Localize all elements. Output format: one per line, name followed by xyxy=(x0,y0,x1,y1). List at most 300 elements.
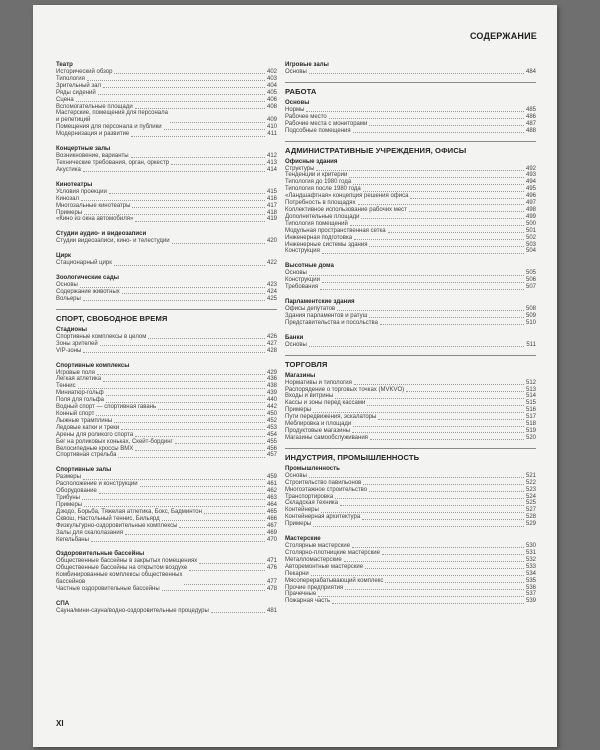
toc-entry xyxy=(56,376,277,383)
dot-leader xyxy=(179,527,265,528)
toc-entry xyxy=(285,428,536,435)
toc-entry xyxy=(56,432,277,439)
entry-title: Пути передвижения, эскалаторы xyxy=(285,414,377,421)
toc-entry xyxy=(56,124,277,131)
toc-entry xyxy=(285,221,536,228)
toc-entry xyxy=(285,214,536,221)
group-title: Банки xyxy=(285,333,304,341)
entry-title: Основы xyxy=(285,341,307,348)
entry-page-number: 442 xyxy=(266,404,277,411)
dot-leader xyxy=(345,589,524,590)
entry-page-number: 498 xyxy=(525,206,536,213)
section-heading: АДМИНИСТРАТИВНЫЕ УЧРЕЖДЕНИЯ, ОФИСЫ xyxy=(285,141,536,155)
toc-entry xyxy=(56,203,277,210)
dot-leader xyxy=(84,506,265,507)
entry-title: Кассы и зоны перед кассами xyxy=(285,400,366,407)
toc-entry xyxy=(56,282,277,289)
dot-leader xyxy=(358,204,524,205)
entry-title: Водный спорт — спортивная гавань xyxy=(56,404,157,411)
entry-title: Размеры xyxy=(56,474,81,481)
entry-title: Помещения для персонала и публики xyxy=(56,124,162,131)
toc-entry xyxy=(285,557,536,564)
dot-leader xyxy=(353,132,524,133)
entry-page-number: 410 xyxy=(266,124,277,131)
toc-entry xyxy=(56,260,277,267)
toc-entry xyxy=(56,481,277,488)
entry-page-number: 496 xyxy=(525,193,536,200)
dot-leader xyxy=(140,486,265,487)
dot-leader xyxy=(313,526,524,527)
toc-entry xyxy=(285,69,536,76)
dot-leader xyxy=(352,432,524,433)
entry-title: Примеры xyxy=(285,407,312,414)
entry-title: Кинозал xyxy=(56,195,80,202)
dot-leader xyxy=(353,426,524,427)
toc-entry xyxy=(56,104,277,111)
entry-page-number: 485 xyxy=(525,106,536,113)
entry-page-number: 533 xyxy=(525,563,536,570)
dot-leader xyxy=(382,554,524,555)
entry-title: Конструкции xyxy=(285,277,320,284)
toc-entry xyxy=(285,235,536,242)
entry-title: Коллективное использование рабочих мест xyxy=(285,206,407,213)
entry-title: Модульная пространственная сетка xyxy=(285,227,386,234)
toc-entry xyxy=(56,523,277,530)
group-title: СПА xyxy=(56,599,70,607)
dot-leader xyxy=(354,384,524,385)
entry-page-number: 521 xyxy=(525,472,536,479)
entry-title: Подсобные помещения xyxy=(285,127,351,134)
page-number: XI xyxy=(56,719,64,728)
dot-leader xyxy=(184,584,265,585)
entry-title: Студии видеозаписи, кино- и телестудии xyxy=(56,238,170,245)
dot-leader xyxy=(363,484,524,485)
entry-title: Теннис xyxy=(56,383,76,390)
dot-leader xyxy=(170,122,265,123)
entry-title: Расположение и конструкции xyxy=(56,481,138,488)
group-title: Мастерские xyxy=(285,535,321,543)
toc-entry xyxy=(56,76,277,83)
entry-page-number: 450 xyxy=(266,411,277,417)
dot-leader xyxy=(106,402,265,403)
dot-leader xyxy=(350,225,524,226)
toc-entry xyxy=(285,400,536,407)
dot-leader xyxy=(118,457,265,458)
entry-page-number: 426 xyxy=(266,333,277,340)
entry-page-number: 412 xyxy=(266,153,277,160)
toc-entry xyxy=(56,131,277,138)
dot-leader xyxy=(367,405,524,406)
dot-leader xyxy=(337,310,524,311)
toc-entry xyxy=(56,586,277,593)
group-title: Зоологические сады xyxy=(56,274,119,282)
dot-leader xyxy=(365,568,524,569)
dot-leader xyxy=(211,612,265,613)
dot-leader xyxy=(135,436,265,437)
entry-title: Типология до 1980 года xyxy=(285,179,352,186)
entry-title: Арены для роликого спорта xyxy=(56,431,134,438)
dot-leader xyxy=(318,596,524,597)
dot-leader xyxy=(335,498,524,499)
entry-page-number: 529 xyxy=(525,521,536,528)
entry-title: Строительство павильонов xyxy=(285,479,362,486)
entry-title: Типология помещений xyxy=(285,220,348,227)
entry-page-number: 467 xyxy=(266,522,277,529)
toc-entry xyxy=(285,306,536,313)
entry-page-number: 516 xyxy=(525,407,536,414)
entry-page-number: 461 xyxy=(266,481,277,488)
entry-title: «Кино из окна автомобиля» xyxy=(56,216,134,223)
dot-leader xyxy=(354,239,524,240)
entry-title: Пекарни xyxy=(285,570,309,577)
entry-page-number: 418 xyxy=(266,209,277,216)
entry-title: Стационарный цирк xyxy=(56,260,112,267)
toc-entry xyxy=(285,277,536,284)
entry-title: Меблировка и площади xyxy=(285,421,352,428)
entry-title: Контейнерная архитектура xyxy=(285,514,361,521)
dot-leader xyxy=(109,193,265,194)
dot-leader xyxy=(158,409,265,410)
dot-leader xyxy=(135,450,265,451)
toc-entry xyxy=(56,167,277,174)
entry-title: Трибуны xyxy=(56,495,80,502)
entry-page-number: 539 xyxy=(525,598,536,605)
entry-page-number: 478 xyxy=(266,586,277,593)
entry-title: Здания парламентов и ратуш xyxy=(285,312,368,319)
entry-title: Кегельбаны xyxy=(56,536,89,543)
entry-title: Распорядение о торговых точках (MVKVO) xyxy=(285,386,405,393)
toc-entry xyxy=(285,407,536,414)
entry-title: Представительства и посольства xyxy=(285,319,378,326)
entry-title: Мастерские, помещения для персонала и репетиций xyxy=(56,110,168,124)
dot-leader xyxy=(369,317,524,318)
dot-leader xyxy=(406,391,524,392)
entry-title: Технические требования, орган, оркестр xyxy=(56,159,169,166)
dot-leader xyxy=(132,207,265,208)
toc-entry xyxy=(56,383,277,390)
entry-page-number: 518 xyxy=(525,421,536,428)
dot-leader xyxy=(83,479,265,480)
entry-title: Поля для гольфа xyxy=(56,397,105,404)
entry-page-number: 484 xyxy=(525,69,536,75)
entry-title: VIP-зоны xyxy=(56,347,82,354)
dot-leader xyxy=(340,505,524,506)
group-title: Оздоровительные бассейны xyxy=(56,550,145,558)
entry-page-number: 406 xyxy=(266,96,277,103)
entry-title: Комбинированные комплексы общественных бассейнов xyxy=(56,572,183,586)
entry-page-number: 417 xyxy=(266,202,277,209)
entry-title: Столярно-плотницкие мастерские xyxy=(285,549,380,556)
toc-entry xyxy=(285,578,536,585)
group-title: Игровые залы xyxy=(285,61,329,68)
entry-page-number: 500 xyxy=(525,220,536,227)
entry-page-number: 438 xyxy=(266,383,277,390)
group-title: Спортивные комплексы xyxy=(56,361,130,369)
group-title: Основы xyxy=(285,98,310,106)
entry-title: Ряды сидений xyxy=(56,89,96,96)
dot-leader xyxy=(80,287,265,288)
toc-entry xyxy=(56,446,277,453)
section-heading: РАБОТА xyxy=(285,82,536,96)
entry-page-number: 405 xyxy=(266,89,277,96)
entry-title: Модернизация и развитие xyxy=(56,131,130,138)
toc-entry xyxy=(56,530,277,537)
dot-leader xyxy=(316,170,524,171)
dot-leader xyxy=(135,221,265,222)
toc-entry xyxy=(56,334,277,341)
entry-title: Спортивные комплексы в целом xyxy=(56,333,147,340)
entry-page-number: 513 xyxy=(525,386,536,393)
dot-leader xyxy=(131,136,265,137)
toc-entry xyxy=(56,370,277,377)
entry-page-number: 411 xyxy=(267,131,277,138)
entry-page-number: 507 xyxy=(525,284,536,291)
dot-leader xyxy=(199,563,265,564)
entry-page-number: 463 xyxy=(266,495,277,502)
entry-title: «Ландшафтная» концепция решения офиса xyxy=(285,193,409,200)
toc-entry xyxy=(56,495,277,502)
entry-page-number: 506 xyxy=(525,277,536,284)
toc-entry xyxy=(56,425,277,432)
entry-title: Рабочее место xyxy=(285,113,327,120)
entry-page-number: 520 xyxy=(525,434,536,441)
entry-page-number: 457 xyxy=(266,452,277,459)
entry-title: Нормативы и типология xyxy=(285,379,352,386)
toc-entry xyxy=(56,97,277,104)
entry-page-number: 537 xyxy=(525,591,536,598)
entry-title: Потребность в площадях xyxy=(285,200,356,207)
dot-leader xyxy=(83,352,265,353)
dot-leader xyxy=(369,125,524,126)
entry-page-number: 525 xyxy=(525,500,536,507)
toc-entry xyxy=(285,200,536,207)
toc-entry xyxy=(56,509,277,516)
entry-title: Бег на роликовых коньках, Скейт-бординг xyxy=(56,438,173,445)
dot-leader xyxy=(306,111,524,112)
group-title: Спортивные залы xyxy=(56,466,112,474)
dot-leader xyxy=(162,520,265,521)
entry-title: Основы xyxy=(285,472,307,479)
toc-entry xyxy=(285,564,536,571)
entry-page-number: 436 xyxy=(266,376,277,383)
entry-title: Ледовые катки и треки xyxy=(56,424,120,431)
entry-page-number: 511 xyxy=(526,341,536,348)
toc-entry xyxy=(285,107,536,114)
entry-title: Инженерные системы здания xyxy=(285,241,368,248)
toc-entry xyxy=(56,216,277,223)
toc-entry xyxy=(56,83,277,90)
entry-page-number: 517 xyxy=(525,414,536,421)
toc-entry xyxy=(56,516,277,523)
toc-entry xyxy=(285,380,536,387)
toc-entry xyxy=(285,414,536,421)
entry-title: Миниатюр-гольф xyxy=(56,390,104,397)
entry-title: Рабочие места с мониторами xyxy=(285,120,368,127)
entry-title: Лыжные трамплины xyxy=(56,417,113,424)
entry-title: Исторический обзор xyxy=(56,69,113,75)
dot-leader xyxy=(114,422,265,423)
toc-entry xyxy=(285,207,536,214)
entry-page-number: 509 xyxy=(525,312,536,319)
entry-page-number: 423 xyxy=(266,282,277,289)
toc-entry xyxy=(56,537,277,544)
section-heading: СПОРТ, СВОБОДНОЕ ВРЕМЯ xyxy=(56,309,277,323)
entry-title: Пожарная часть xyxy=(285,598,331,605)
toc-entry xyxy=(285,179,536,186)
entry-page-number: 471 xyxy=(266,558,277,565)
entry-title: Сквош, Настольный теннис, Бильярд xyxy=(56,515,160,522)
group-title: Театр xyxy=(56,61,73,68)
toc-entry xyxy=(285,228,536,235)
entry-page-number: 514 xyxy=(525,393,536,400)
entry-page-number: 532 xyxy=(525,556,536,563)
section-heading: ИНДУСТРИЯ, ПРОМЫШЛЕННОСТЬ xyxy=(285,448,536,462)
entry-title: Игровые поля xyxy=(56,369,95,376)
entry-page-number: 504 xyxy=(525,248,536,255)
dot-leader xyxy=(369,246,524,247)
entry-page-number: 439 xyxy=(266,390,277,397)
dot-leader xyxy=(322,253,524,254)
entry-page-number: 470 xyxy=(266,536,277,543)
entry-page-number: 505 xyxy=(525,270,536,277)
entry-page-number: 493 xyxy=(525,172,536,179)
entry-title: Примеры xyxy=(285,521,312,528)
entry-page-number: 515 xyxy=(525,400,536,407)
entry-page-number: 497 xyxy=(525,200,536,207)
toc-entry xyxy=(285,487,536,494)
dot-leader xyxy=(131,157,265,158)
toc-entry xyxy=(285,172,536,179)
toc-entry xyxy=(285,550,536,557)
dot-leader xyxy=(189,570,265,571)
toc-entry xyxy=(285,521,536,528)
entry-title: Акустика xyxy=(56,166,81,173)
dot-leader xyxy=(97,374,265,375)
dot-leader xyxy=(380,324,524,325)
entry-page-number: 464 xyxy=(266,501,277,508)
entry-title: Общественные бассейны в закрытых помещениях xyxy=(56,558,198,565)
dot-leader xyxy=(309,346,524,347)
toc-entry xyxy=(285,114,536,121)
entry-page-number: 503 xyxy=(525,241,536,248)
dot-leader xyxy=(122,293,265,294)
entry-page-number: 429 xyxy=(266,369,277,376)
entry-title: Структуры xyxy=(285,165,315,172)
group-title: Концертные залы xyxy=(56,145,111,153)
book-page xyxy=(33,5,557,747)
entry-title: Основы xyxy=(285,270,307,277)
entry-title: Содержание животных xyxy=(56,289,120,296)
toc-entry xyxy=(56,153,277,160)
entry-page-number: 453 xyxy=(266,424,277,431)
entry-page-number: 512 xyxy=(525,379,536,386)
group-title: Офисные здания xyxy=(285,157,338,165)
entry-title: Прачечные xyxy=(285,591,317,598)
toc-entry xyxy=(56,90,277,97)
entry-page-number: 531 xyxy=(525,549,536,556)
entry-title: Авторемонтные мастерские xyxy=(285,563,364,570)
entry-page-number: 477 xyxy=(266,579,277,586)
toc-entry xyxy=(56,474,277,481)
dot-leader xyxy=(114,73,265,74)
toc-entry xyxy=(56,418,277,425)
toc-entry xyxy=(56,289,277,296)
dot-leader xyxy=(320,289,524,290)
entry-page-number: 522 xyxy=(525,479,536,486)
dot-leader xyxy=(309,73,524,74)
toc-entry xyxy=(285,393,536,400)
dot-leader xyxy=(335,398,524,399)
toc-entry xyxy=(56,404,277,411)
dot-leader xyxy=(378,419,524,420)
dot-leader xyxy=(309,275,524,276)
entry-page-number: 476 xyxy=(266,565,277,572)
entry-page-number: 466 xyxy=(266,515,277,522)
dot-leader xyxy=(361,218,524,219)
entry-title: Многозальные кинотеатры xyxy=(56,202,131,209)
dot-leader xyxy=(309,477,524,478)
dot-leader xyxy=(344,561,524,562)
entry-page-number: 519 xyxy=(525,428,536,434)
dot-leader xyxy=(114,265,265,266)
entry-title: Тенденции и критерии xyxy=(285,172,348,179)
toc-entry xyxy=(285,494,536,501)
entry-title: Сцена xyxy=(56,96,74,103)
entry-title: Контейнеры xyxy=(285,507,319,514)
toc-entry xyxy=(56,608,277,615)
entry-page-number: 510 xyxy=(525,319,536,326)
entry-title: Легкая атлетика xyxy=(56,376,102,383)
toc-entry xyxy=(285,591,536,598)
entry-page-number: 535 xyxy=(525,577,536,584)
toc-entry xyxy=(56,341,277,348)
toc-entry xyxy=(56,189,277,196)
entry-title: Сауна/мини-сауна/водно-оздоровительные процедуры xyxy=(56,607,209,614)
dot-leader xyxy=(98,94,265,95)
toc-column-left xyxy=(56,61,277,615)
toc-entry xyxy=(56,439,277,446)
entry-page-number: 508 xyxy=(525,306,536,313)
dot-leader xyxy=(409,211,524,212)
toc-entry xyxy=(56,110,277,124)
entry-title: Вспомогательные площади xyxy=(56,103,133,110)
entry-page-number: 419 xyxy=(266,216,277,223)
entry-page-number: 502 xyxy=(525,234,536,241)
dot-leader xyxy=(362,519,524,520)
entry-page-number: 415 xyxy=(266,188,277,195)
entry-page-number: 501 xyxy=(525,227,536,234)
toc-entry xyxy=(285,571,536,578)
entry-page-number: 408 xyxy=(266,103,277,110)
toc-entry xyxy=(56,348,277,355)
entry-title: Требования xyxy=(285,284,319,291)
dot-leader xyxy=(81,200,265,201)
toc-entry xyxy=(285,514,536,521)
entry-title: Физкультурно-оздоровительные комплексы xyxy=(56,522,178,529)
dot-leader xyxy=(204,513,265,514)
toc-entry xyxy=(285,313,536,320)
dot-leader xyxy=(175,443,265,444)
entry-title: Металломастерские xyxy=(285,556,342,563)
entry-title: Основы xyxy=(56,282,78,289)
dot-leader xyxy=(99,493,265,494)
dot-leader xyxy=(171,164,265,165)
dot-leader xyxy=(100,345,265,346)
entry-title: Продуктовые магазины xyxy=(285,428,351,434)
entry-title: Типология после 1980 года xyxy=(285,186,361,193)
entry-page-number: 530 xyxy=(525,543,536,550)
toc-entry xyxy=(56,196,277,203)
